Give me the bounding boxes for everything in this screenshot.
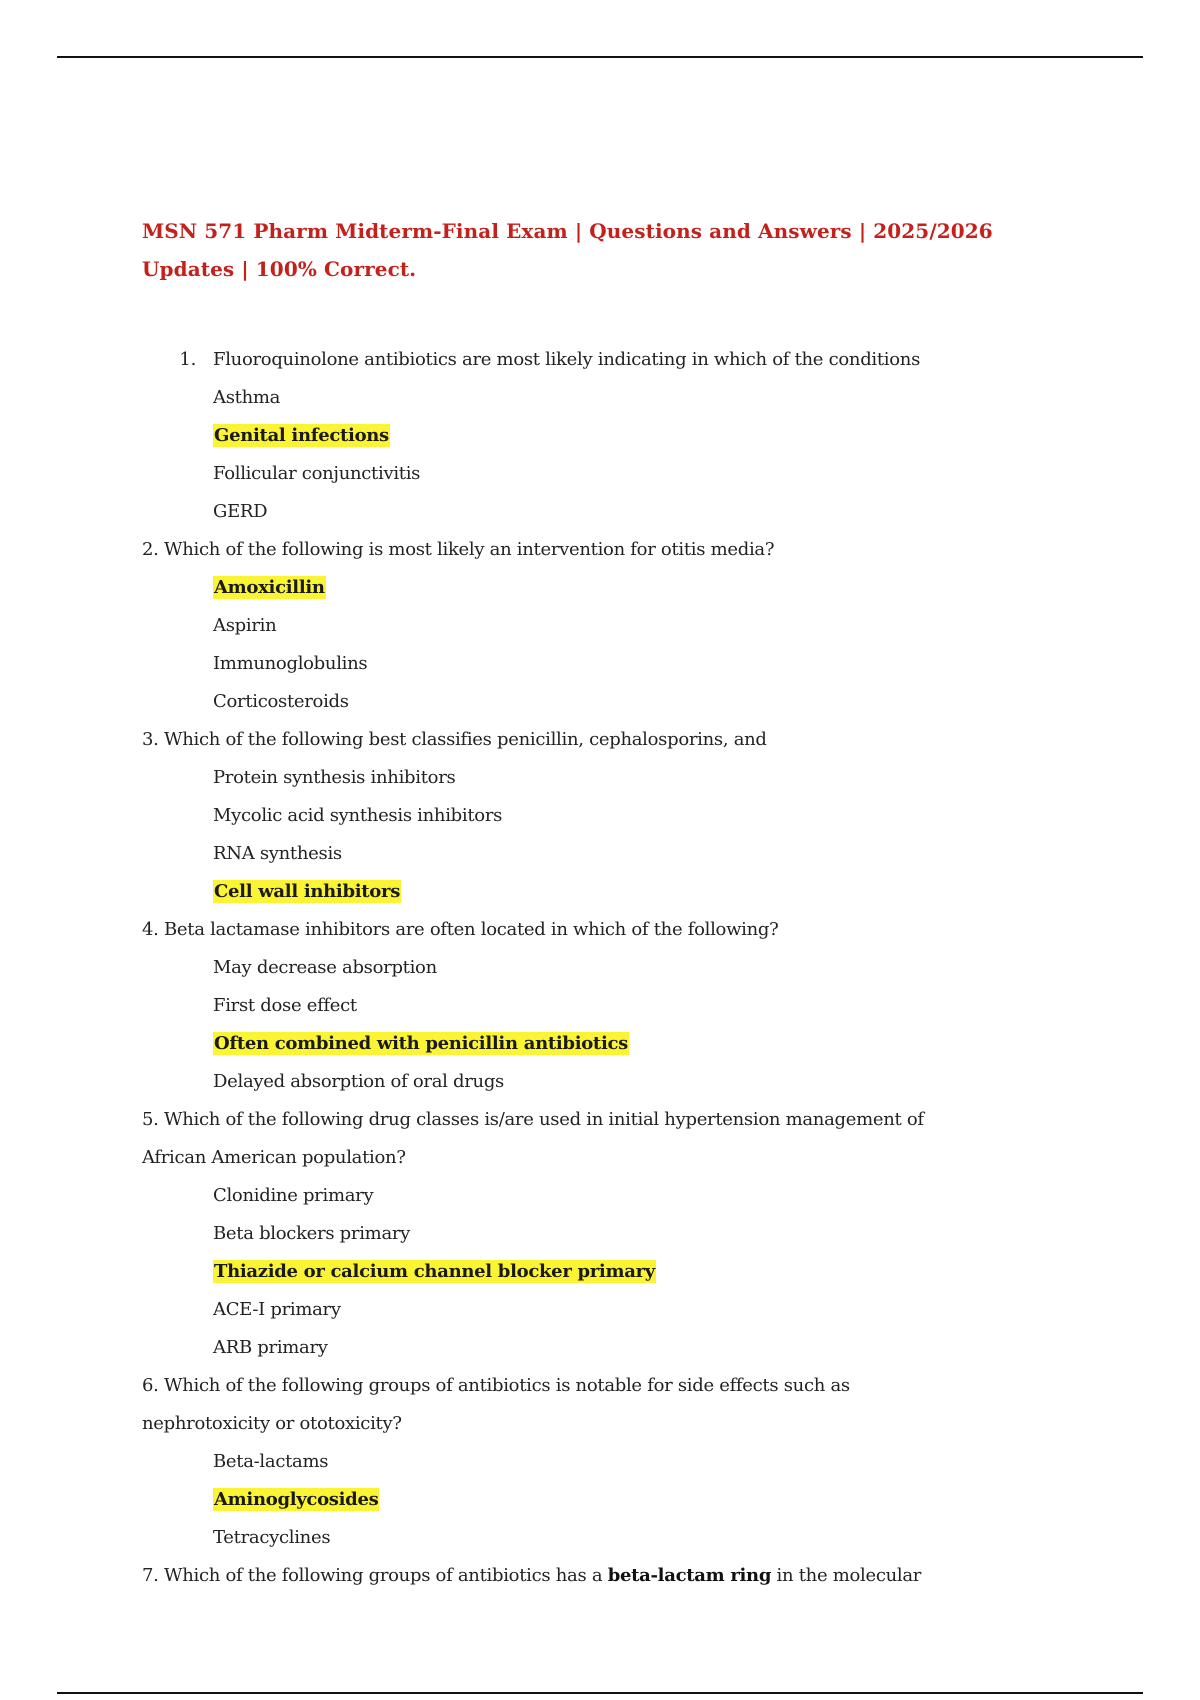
question-5-continued bbox=[142, 1139, 1142, 1177]
answer-option: Beta-lactams bbox=[213, 1451, 329, 1472]
question-3 bbox=[142, 721, 1142, 759]
question-number: 1. bbox=[179, 349, 196, 370]
question-6-continued bbox=[142, 1405, 1142, 1443]
answer-option: Delayed absorption of oral drugs bbox=[213, 1071, 504, 1092]
answer-highlight: Amoxicillin bbox=[214, 577, 325, 598]
question-1 bbox=[142, 341, 1142, 379]
answer-option: Clonidine primary bbox=[213, 1185, 374, 1206]
question-text-bold: beta-lactam ring bbox=[607, 1565, 772, 1586]
title-line-1: MSN 571 Pharm Midterm-Final Exam | Questions and Answers | 2025/2026 bbox=[142, 219, 993, 243]
question-number: 5. bbox=[142, 1109, 159, 1130]
answer-option: Immunoglobulins bbox=[213, 653, 368, 674]
answer-option-correct bbox=[142, 1025, 1142, 1063]
question-5 bbox=[142, 1101, 1142, 1139]
answer-option: Tetracyclines bbox=[213, 1527, 331, 1548]
question-number: 2. bbox=[142, 539, 159, 560]
answer-option: Mycolic acid synthesis inhibitors bbox=[213, 805, 503, 826]
answer-option-correct bbox=[142, 1481, 1142, 1519]
question-text: Which of the following best classifies penicillin, cephalosporins, and bbox=[164, 729, 767, 750]
answer-option: Corticosteroids bbox=[213, 691, 349, 712]
answer-option: Aspirin bbox=[213, 615, 277, 636]
title-line-2: Updates | 100% Correct. bbox=[142, 257, 417, 281]
answer-option-correct bbox=[142, 417, 1142, 455]
answer-option: GERD bbox=[213, 501, 268, 522]
answer-option: RNA synthesis bbox=[213, 843, 342, 864]
answer-highlight: Genital infections bbox=[214, 425, 389, 446]
question-2 bbox=[142, 531, 1142, 569]
question-text-line-2: African American population? bbox=[142, 1147, 406, 1168]
answer-option-correct bbox=[142, 1253, 1142, 1291]
answer-option: Asthma bbox=[213, 387, 281, 408]
question-text: Which of the following groups of antibiotics has a bbox=[164, 1565, 608, 1586]
question-text: Fluoroquinolone antibiotics are most likely indicating in which of the conditions bbox=[213, 349, 921, 370]
question-text-line-2: nephrotoxicity or ototoxicity? bbox=[142, 1413, 402, 1434]
question-number: 6. bbox=[142, 1375, 159, 1396]
question-6 bbox=[142, 1367, 1142, 1405]
answer-option-correct bbox=[142, 569, 1142, 607]
answer-highlight: Often combined with penicillin antibiotics bbox=[214, 1033, 628, 1054]
answer-highlight: Cell wall inhibitors bbox=[214, 881, 401, 902]
answer-option: May decrease absorption bbox=[213, 957, 437, 978]
question-list bbox=[142, 341, 1142, 1595]
answer-option: ACE-I primary bbox=[213, 1299, 341, 1320]
question-text-end: in the molecular bbox=[771, 1565, 922, 1586]
answer-option: Follicular conjunctivitis bbox=[213, 463, 421, 484]
question-text: Beta lactamase inhibitors are often located in which of the following? bbox=[164, 919, 779, 940]
footer-rule bbox=[57, 1692, 1143, 1694]
answer-option: Beta blockers primary bbox=[213, 1223, 411, 1244]
question-text: Which of the following is most likely an intervention for otitis media? bbox=[164, 539, 775, 560]
question-text-line-1: Which of the following drug classes is/are used in initial hypertension management of bbox=[164, 1109, 924, 1130]
question-7 bbox=[142, 1557, 1142, 1595]
question-text-line-1: Which of the following groups of antibiotics is notable for side effects such as bbox=[164, 1375, 850, 1396]
question-number: 7. bbox=[142, 1565, 159, 1586]
question-number: 4. bbox=[142, 919, 159, 940]
answer-option: ARB primary bbox=[213, 1337, 328, 1358]
question-number: 3. bbox=[142, 729, 159, 750]
answer-highlight: Thiazide or calcium channel blocker primary bbox=[214, 1261, 655, 1282]
answer-option: First dose effect bbox=[213, 995, 357, 1016]
document-title bbox=[142, 212, 1142, 288]
header-rule bbox=[57, 56, 1143, 58]
answer-option: Protein synthesis inhibitors bbox=[213, 767, 456, 788]
answer-highlight: Aminoglycosides bbox=[214, 1489, 379, 1510]
answer-option-correct bbox=[142, 873, 1142, 911]
question-4 bbox=[142, 911, 1142, 949]
